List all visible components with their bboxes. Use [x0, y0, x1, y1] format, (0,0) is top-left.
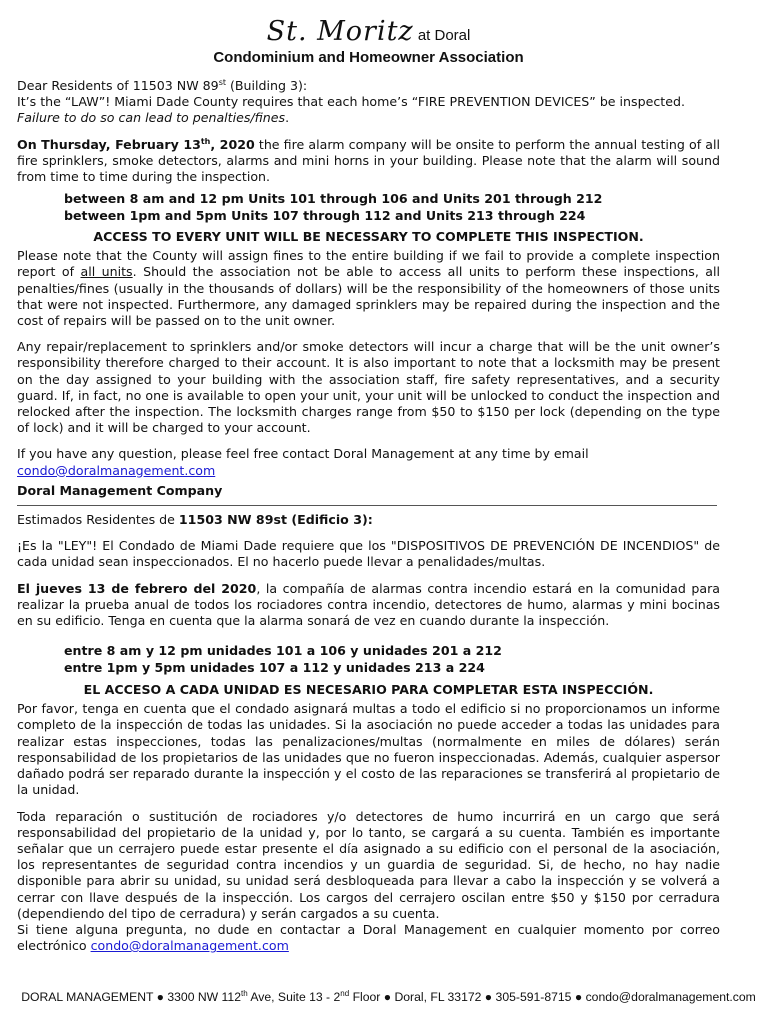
letterhead	[17, 0, 720, 66]
association-name: Condominium and Homeowner Association	[213, 49, 524, 66]
footer-contact: DORAL MANAGEMENT ● 3300 NW 112th Ave, Suite 13 - 2nd Floor ● Doral, FL 33172 ● 305-591-8715 ● condo@doralmanagement.com	[21, 988, 756, 1004]
inspection-date-en: On Thursday, February 13th, 2020 the fire alarm company will be onsite to perform the annual testing of all fire sprinklers, smoke detectors, alarms and mini horns in your building. Please note that the alarm will sound from time to time during the inspection.	[17, 136, 720, 185]
repair-paragraph-es: Toda reparación o sustitución de rociadores y/o detectores de humo incurrirá en un cargo que será responsabilidad del propietario de la unidad y, por lo tanto, se cargará a su cuenta. También es importante señalar que un cerrajero puede estar presente el día asignado a su edificio con el personal de la asociación, los representantes de seguridad contra incendios y un guardia de seguridad. Si, de hecho, no hay nadie disponible para abrir su unidad, su unidad será desbloqueada para llevar a cabo la inspección y se volverá a cerrar con llave después de la inspección. Los cargos del cerrajero oscilan entre $50 y $150 por cerradura (dependiendo del tipo de cerradura) y serán cargados a su cuenta.	[17, 808, 720, 921]
email-line-en	[17, 463, 720, 479]
failure-notice-en: Failure to do so can lead to penalties/fines.	[17, 110, 290, 126]
signature: Doral Management Company	[17, 482, 223, 498]
schedule-morning-en: between 8 am and 12 pm Units 101 through 106 and Units 201 through 212	[64, 191, 603, 207]
inspection-date-es: El jueves 13 de febrero del 2020, la compañía de alarmas contra incendio estará en la comunidad para realizar la prueba anual de todos los rociadores contra incendio, detectores de humo, alarmas y mini bocinas en su edificio. Tenga en cuenta que la alarma sonará de vez en cuando durante la inspección.	[17, 580, 720, 629]
section-divider	[17, 505, 717, 506]
schedule-morning-es: entre 8 am y 12 pm unidades 101 a 106 y unidades 201 a 212	[64, 643, 502, 659]
access-notice-en: ACCESS TO EVERY UNIT WILL BE NECESSARY TO COMPLETE THIS INSPECTION.	[93, 229, 644, 245]
fines-paragraph-es: Por favor, tenga en cuenta que el condado asignará multas a todo el edificio si no proporcionamos un informe completo de la inspección de todas las unidades. Si la asociación no puede acceder a todas las unidades para realizar estas inspecciones, todas las penalizaciones/multas (normalmente en miles de dólares) serán responsabilidad de los propietarios de las unidades que no fueron inspeccionadas. Además, cualquier aspersor dañado podrá ser reparado durante la inspección y el costo de las reparaciones se transferirá al propietario de la unidad.	[17, 701, 720, 798]
fines-paragraph-en: Please note that the County will assign fines to the entire building if we fail to provide a complete inspection report of all units. Should the association not be able to access all units to perform these inspections, all penalties/fines (usually in the thousands of dollars) will be the responsibility of the homeowners of those units that were not inspected. Furthermore, any damaged sprinklers may be repaired during the inspection and the cost of repairs will be passed on to the unit owner.	[17, 248, 721, 329]
logo-line	[17, 16, 720, 47]
law-notice-en: It’s the “LAW”! Miami Dade County requires that each home’s “FIRE PREVENTION DEVICES” be inspected.	[17, 94, 685, 110]
law-notice-es: ¡Es la "LEY"! El Condado de Miami Dade requiere que los "DISPOSITIVOS DE PREVENCIÓN DE INCENDIOS" de cada unidad sean inspeccionados. El no hacerlo puede llevar a penalidades/multas.	[17, 538, 720, 570]
greeting-en: Dear Residents of 11503 NW 89st (Building 3):	[17, 77, 308, 93]
letter	[17, 0, 720, 954]
schedule-en	[64, 191, 720, 224]
logo-suffix: at Doral	[413, 27, 471, 44]
email-link-en[interactable]: condo@doralmanagement.com	[17, 462, 216, 478]
greeting-es: Estimados Residentes de 11503 NW 89st (Edificio 3):	[17, 512, 373, 528]
access-notice-es: EL ACCESO A CADA UNIDAD ES NECESARIO PARA COMPLETAR ESTA INSPECCIÓN.	[83, 682, 654, 698]
repair-paragraph-en: Any repair/replacement to sprinklers and/or smoke detectors will incur a charge that will be the unit owner’s responsibility therefore charged to their account. It is also important to note that a locksmith may be present on the day assigned to your building with the association staff, fire safety representatives, and a security guard. If, in fact, no one is available to open your unit, your unit will be unlocked to conduct the inspection and relocked after the inspection. The locksmith charges range from $50 to $150 per lock (depending on the type of lock) and it will be charged to your account.	[17, 339, 720, 436]
schedule-afternoon-es: entre 1pm y 5pm unidades 107 a 112 y unidades 213 a 224	[64, 659, 485, 675]
schedule-es	[64, 643, 720, 676]
schedule-afternoon-en: between 1pm and 5pm Units 107 through 112 and Units 213 through 224	[64, 207, 586, 223]
question-line-en: If you have any question, please feel free contact Doral Management at any time by email	[17, 446, 589, 462]
question-line-es: Si tiene alguna pregunta, no dude en contactar a Doral Management en cualquier momento por correo electrónico condo@doralmanagement.com	[17, 921, 720, 954]
email-link-es[interactable]: condo@doralmanagement.com	[90, 938, 289, 954]
logo-text: St. Moritz	[266, 16, 414, 47]
